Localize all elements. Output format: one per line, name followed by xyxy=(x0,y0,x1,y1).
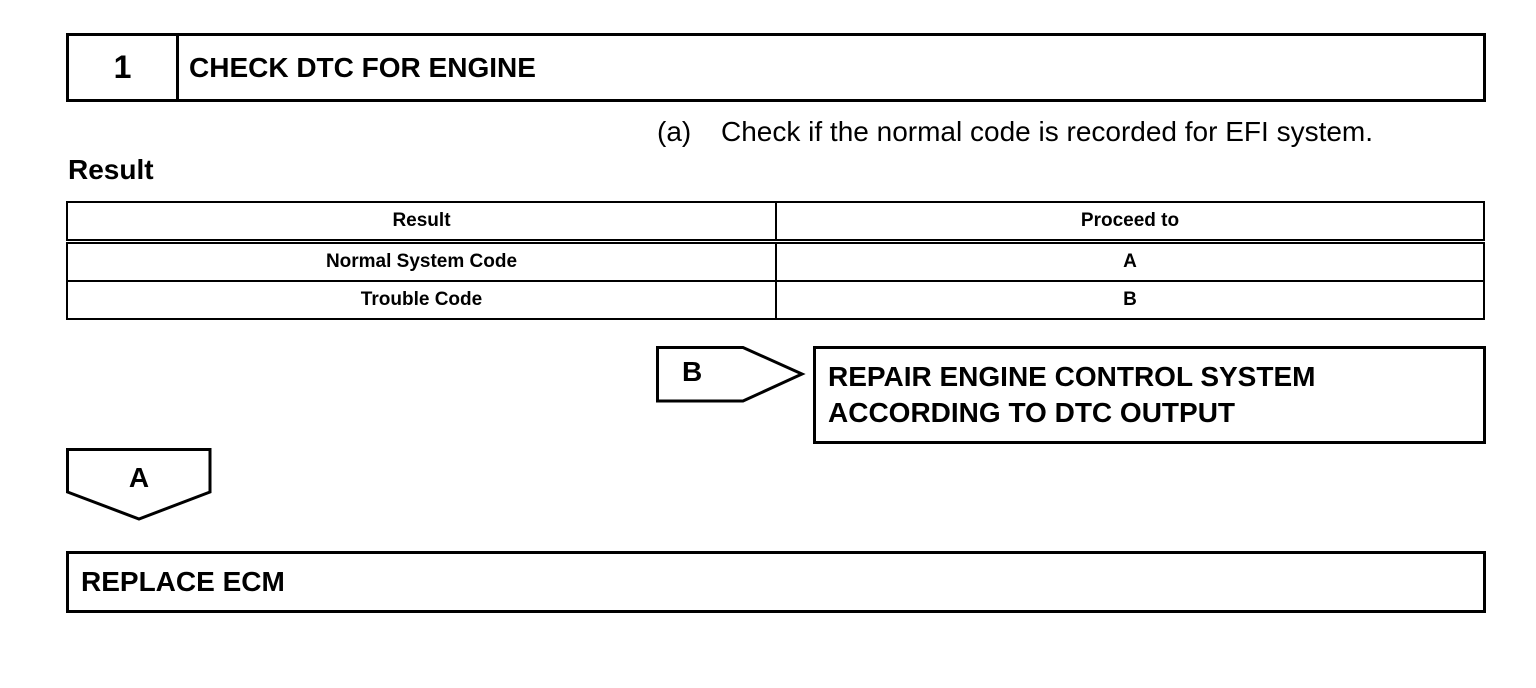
step-header xyxy=(66,33,1486,102)
table-cell-proceed: B xyxy=(776,281,1484,319)
branch-b-arrow xyxy=(656,346,806,404)
column-header-proceed-to: Proceed to xyxy=(776,202,1484,242)
table-header-row xyxy=(67,202,1484,242)
right-arrow-icon xyxy=(656,346,806,404)
column-header-result: Result xyxy=(67,202,776,242)
repair-action-line: ACCORDING TO DTC OUTPUT xyxy=(828,397,1236,428)
table-row xyxy=(67,242,1484,282)
table-cell-result: Normal System Code xyxy=(67,242,776,282)
table-row xyxy=(67,281,1484,319)
step-number: 1 xyxy=(69,36,179,99)
result-heading: Result xyxy=(68,154,154,185)
table-cell-result: Trouble Code xyxy=(67,281,776,319)
branch-a-label: A xyxy=(128,462,150,493)
replace-ecm-box: REPLACE ECM xyxy=(66,551,1486,613)
table-cell-proceed: A xyxy=(776,242,1484,282)
instruction xyxy=(657,116,1373,148)
instruction-letter: (a) xyxy=(657,116,692,147)
repair-action-line: REPAIR ENGINE CONTROL SYSTEM xyxy=(828,361,1316,392)
repair-action-box xyxy=(813,346,1486,444)
instruction-text: Check if the normal code is recorded for EFI system. xyxy=(721,116,1374,147)
step-title: CHECK DTC FOR ENGINE xyxy=(189,51,536,83)
result-table xyxy=(66,201,1485,320)
branch-b-label: B xyxy=(682,356,703,387)
branch-a-arrow xyxy=(66,448,212,522)
